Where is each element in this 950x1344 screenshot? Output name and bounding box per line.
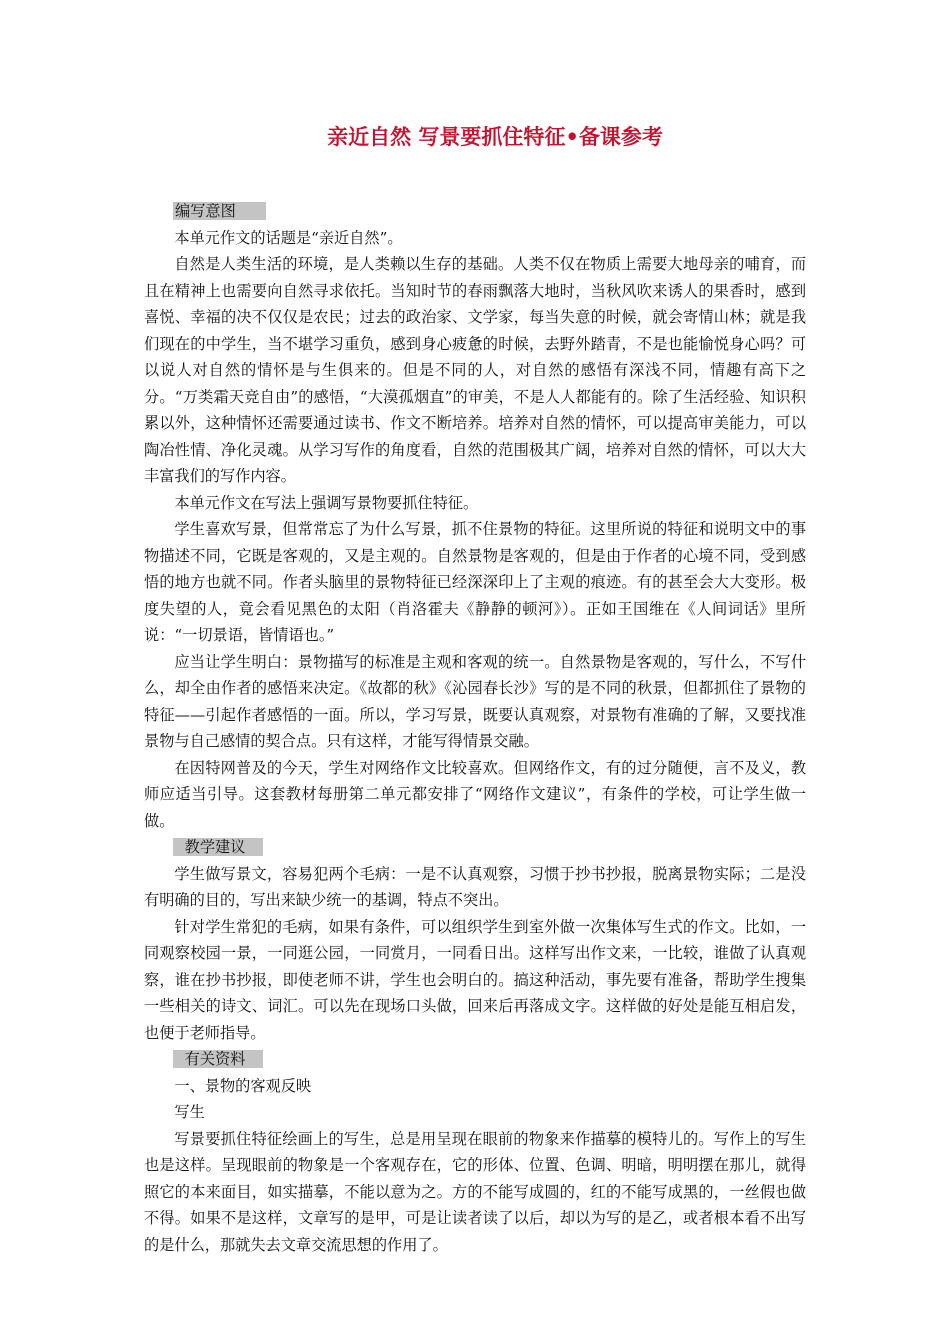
section-heading-suggestions (173, 834, 806, 861)
page-title-main: 亲近自然 写景要抓住特征 (327, 124, 566, 149)
paragraph: 本单元作文在写法上强调写景物要抓住特征。 (174, 493, 479, 512)
paragraph: 在因特网普及的今天，学生对网络作文比较喜欢。但网络作文，有的过分随便，言不及义，教师应适当引导。这套教材每册第二单元都安排了“网络作文建议”，有条件的学校，可让学生做一做。 (144, 758, 806, 830)
section-heading-intent-label: 编写意图 (173, 202, 266, 220)
paragraph: 写景要抓住特征绘画上的写生，总是用呈现在眼前的物象来作描摹的模特儿的。写作上的写生也是这样。呈现眼前的物象是一个客观存在，它的形体、位置、色调、明暗，明明摆在那儿，就得照它的本来面目，如实描摹，不能以意为之。方的不能写成圆的，红的不能写成黑的，一丝假也做不得。如果不是这样，文章写的是甲，可是让读者读了以后，却以为写的是乙，或者根本看不出写的是什么，那就失去文章交流思想的作用了。 (144, 1129, 806, 1254)
section-heading-materials-text: 有关资料 (184, 1050, 246, 1068)
paragraph: 针对学生常犯的毛病，如果有条件，可以组织学生到室外做一次集体写生式的作文。比如，一同观察校园一景，一同逛公园，一同赏月，一同看日出。这样写出作文来，一比较，谁做了认真观察，谁在抄书抄报，即使老师不讲，学生也会明白的。搞这种活动，事先要有准备，帮助学生搜集一些相关的诗文、词汇。可以先在现场口头做，回来后再落成文字。这样做的好处是能互相启发，也便于老师指导。 (144, 917, 806, 1042)
section-heading-intent (173, 198, 806, 225)
section-heading-materials (173, 1046, 806, 1073)
section-heading-materials-label (173, 1050, 263, 1068)
paragraph: 本单元作文的话题是“亲近自然”。 (174, 228, 403, 247)
paragraph: 学生做写景文，容易犯两个毛病：一是不认真观察，习惯于抄书抄报，脱离景物实际；二是没有明确的目的，写出来缺少统一的基调，特点不突出。 (144, 864, 806, 909)
page-title (0, 120, 950, 154)
page-title-suffix: •备课参考 (565, 124, 663, 149)
subheading: 一、景物的客观反映 (174, 1076, 312, 1095)
paragraph: 应当让学生明白：景物描写的标准是主观和客观的统一。自然景物是客观的，写什么，不写什么，却全由作者的感悟来决定。《故都的秋》《沁园春长沙》写的是不同的秋景，但都抓住了景物的特征——引起作者感悟的一面。所以，学习写景，既要认真观察，对景物有准确的了解，又要找准景物与自己感情的契合点。只有这样，才能写得情景交融。 (144, 652, 806, 750)
paragraph: 学生喜欢写景，但常常忘了为什么写景，抓不住景物的特征。这里所说的特征和说明文中的事物描述不同，它既是客观的，又是主观的。自然景物是客观的，但是由于作者的心境不同，受到感悟的地方也就不同。作者头脑里的景物特征已经深深印上了主观的痕迹。有的甚至会大大变形。极度失望的人，竟会看见黑色的太阳（肖洛霍夫《静静的顿河》）。正如王国维在《人间词话》里所说：“一切景语，皆情语也。” (144, 520, 806, 644)
document-body (144, 198, 806, 1258)
section-heading-suggestions-label (173, 838, 263, 856)
subheading: 写生 (174, 1103, 205, 1121)
section-heading-suggestions-text: 教学建议 (184, 838, 246, 856)
paragraph: 自然是人类生活的环境，是人类赖以生存的基础。人类不仅在物质上需要大地母亲的哺育，而且在精神上也需要向自然寻求依托。当知时节的春雨飘落大地时，当秋风吹来诱人的果香时，感到喜悦、幸福的决不仅仅是农民；过去的政治家、文学家，每当失意的时候，就会寄情山林；就是我们现在的中学生，当不堪学习重负，感到身心疲惫的时候，去野外踏青，不是也能愉悦身心吗？可以说人对自然的情怀是与生俱来的。但是不同的人，对自然的感悟有深浅不同，情趣有高下之分。“万类霜天竞自由”的感悟，“大漠孤烟直”的审美，不是人人都能有的。除了生活经验、知识积累以外，这种情怀还需要通过读书、作文不断培养。培养对自然的情怀，可以提高审美能力，可以陶冶性情、净化灵魂。从学习写作的角度看，自然的范围极其广阔，培养对自然的情怀，可以大大丰富我们的写作内容。 (144, 255, 806, 485)
